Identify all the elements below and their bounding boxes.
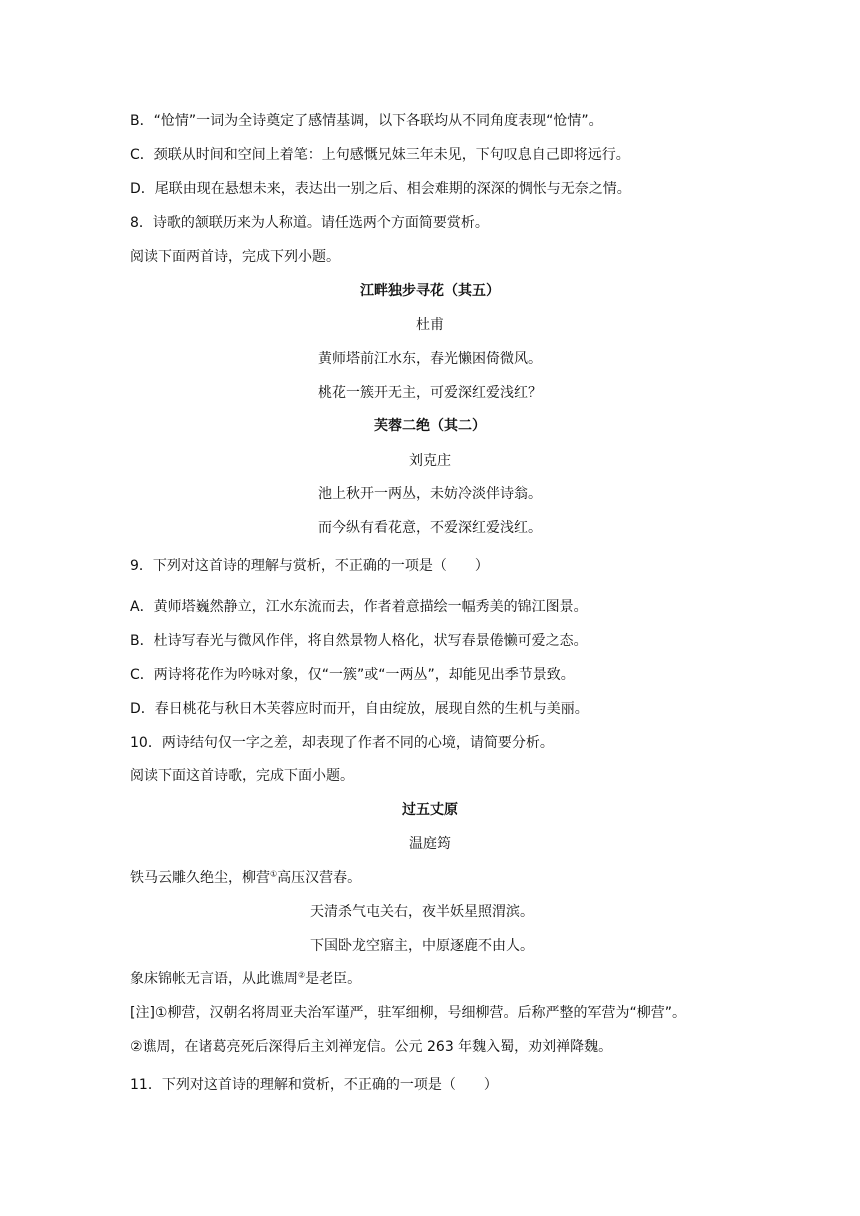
poem1-title: 江畔独步寻花（其五） — [360, 283, 500, 299]
footnote-1: [注]①柳营，汉朝名将周亚夫治军谨严，驻军细柳，号细柳营。后称严整的军营为“柳营”。 — [130, 1005, 686, 1021]
question-10: 10．两诗结句仅一字之差，却表现了作者不同的心境，请简要分析。 — [130, 735, 554, 751]
footnote-marker-2: ② — [298, 970, 306, 980]
poem1-line1: 黄师塔前江水东，春光懒困倚微风。 — [318, 351, 542, 367]
q7-option-d: D．尾联由现在悬想未来，表达出一别之后、相会难期的深深的惆怅与无奈之情。 — [130, 181, 631, 197]
q9-option-d: D．春日桃花与秋日木芙蓉应时而开，自由绽放，展现自然的生机与美丽。 — [130, 701, 589, 717]
poem2-line1: 池上秋开一两丛，未妨冷淡伴诗翁。 — [318, 486, 542, 502]
question-9-stem: 9．下列对这首诗的理解与赏析，不正确的一项是（ ） — [130, 558, 489, 574]
poem2-author: 刘克庄 — [409, 453, 451, 469]
reading-intro-poem3: 阅读下面这首诗歌，完成下面小题。 — [130, 768, 354, 784]
poem3-line2: 天清杀气屯关右，夜半妖星照渭滨。 — [310, 904, 534, 920]
poem2-line2: 而今纵有看花意，不爱深红爱浅红。 — [318, 520, 542, 536]
footnote-marker-1: ① — [270, 869, 278, 879]
q7-option-c: C．颈联从时间和空间上着笔：上句感慨兄妹三年未见，下句叹息自己即将远行。 — [130, 147, 630, 163]
poem2-title: 芙蓉二绝（其二） — [374, 418, 486, 434]
q9-option-c: C．两诗将花作为吟咏对象，仅“一簇”或“一两丛”，却能见出季节景致。 — [130, 667, 575, 683]
poem3-line4: 象床锦帐无言语，从此谯周②是老臣。 — [130, 970, 362, 987]
reading-intro-two-poems: 阅读下面两首诗，完成下列小题。 — [130, 249, 340, 265]
q9-option-a: A．黄师塔巍然静立，江水东流而去，作者着意描绘一幅秀美的锦江图景。 — [130, 599, 588, 615]
footnote-2: ②谯周，在诸葛亮死后深得后主刘禅宠信。公元 263 年魏入蜀，劝刘禅降魏。 — [130, 1039, 613, 1055]
poem3-line1: 铁马云雕久绝尘，柳营①高压汉营春。 — [130, 869, 362, 886]
question-8: 8．诗歌的颔联历来为人称道。请任选两个方面简要赏析。 — [130, 215, 489, 231]
poem1-author: 杜甫 — [416, 317, 444, 333]
poem3-title: 过五丈原 — [402, 802, 458, 818]
poem1-line2: 桃花一簇开无主，可爱深红爱浅红？ — [318, 385, 542, 401]
q7-option-b: B．“怆情”一词为全诗奠定了感情基调，以下各联均从不同角度表现“怆情”。 — [130, 113, 603, 129]
q9-option-b: B．杜诗写春光与微风作伴，将自然景物人格化，状写春景倦懒可爱之态。 — [130, 633, 588, 649]
poem3-author: 温庭筠 — [409, 836, 451, 852]
question-11: 11．下列对这首诗的理解和赏析，不正确的一项是（ ） — [130, 1077, 498, 1093]
poem3-line3: 下国卧龙空寤主，中原逐鹿不由人。 — [310, 938, 534, 954]
